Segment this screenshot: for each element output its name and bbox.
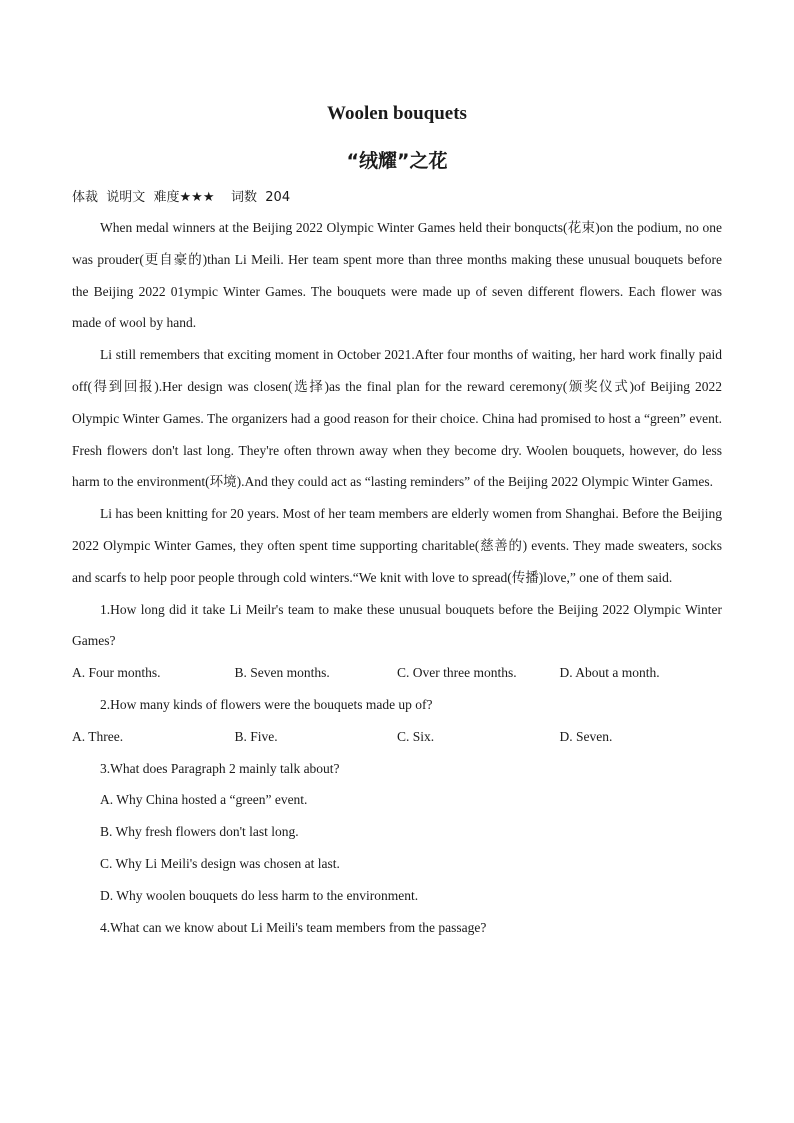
- paragraph-3: Li has been knitting for 20 years. Most of her team members are elderly women from Shanghai. Before the Beijing 2022 Olympic Winter Games, they often spent time supporting charitable(慈善的) events. They made sweaters, socks and scarfs to help poor people through cold winters.“We knit with love to spread(传播)love,” one of them said.: [72, 506, 722, 585]
- question-4: [72, 912, 722, 944]
- question-3: [72, 753, 722, 912]
- option-c[interactable]: C. Six.: [397, 728, 435, 744]
- option-a[interactable]: A. Three.: [72, 728, 124, 744]
- option-b[interactable]: B. Five.: [234, 728, 278, 744]
- option-c[interactable]: C. Why Li Meili's design was chosen at last.: [100, 855, 340, 871]
- title-english: Woolen bouquets: [327, 103, 467, 124]
- title-chinese: “绒耀”之花: [346, 150, 448, 172]
- question-stem: 1.How long did it take Li Meilr's team to make these unusual bouquets before the Beijing 2022 Olympic Winter Games?: [72, 601, 722, 649]
- paragraph-1: When medal winners at the Beijing 2022 Olympic Winter Games held their bonqucts(花束)on the podium, no one was prouder(更自豪的)than Li Meili. Her team spent more than three months making these unusual bouquets before the Beijing 2022 01ympic Winter Games. The bouquets were made up of seven different flowers. Each flower was made of wool by hand.: [72, 220, 722, 331]
- option-b[interactable]: B. Seven months.: [234, 665, 330, 681]
- question-stem: 3.What does Paragraph 2 mainly talk about?: [100, 760, 340, 776]
- option-a[interactable]: A. Four months.: [72, 665, 161, 681]
- question-stem: 4.What can we know about Li Meili's team members from the passage?: [100, 919, 487, 935]
- question-2: [72, 689, 722, 753]
- option-b[interactable]: B. Why fresh flowers don't last long.: [100, 824, 299, 840]
- paragraph-2: Li still remembers that exciting moment in October 2021.After four months of waiting, her hard work finally paid off(得到回报).Her design was closen(选择)as the final plan for the reward ceremony(颁奖仪式)of Beijing 2022 Olympic Winter Games. The organizers had a good reason for their choice. China had promised to host a “green” event. Fresh flowers don't last long. They're often thrown away when they become dry. Woolen bouquets, however, do less harm to the environment(环境).And they could act as “lasting reminders” of the Beijing 2022 Olympic Winter Games.: [72, 347, 722, 490]
- option-d[interactable]: D. Seven.: [559, 728, 613, 744]
- question-stem: 2.How many kinds of flowers were the bouquets made up of?: [100, 696, 433, 712]
- option-c[interactable]: C. Over three months.: [397, 665, 517, 681]
- option-a[interactable]: A. Why China hosted a “green” event.: [100, 792, 308, 808]
- question-1: [72, 594, 722, 689]
- option-d[interactable]: D. Why woolen bouquets do less harm to the environment.: [100, 887, 419, 903]
- meta-info-line: 体裁 说明文 难度★★★ 词数 204: [72, 190, 291, 205]
- passage-body: [72, 212, 722, 943]
- option-d[interactable]: D. About a month.: [559, 665, 660, 681]
- options-row: [72, 721, 722, 753]
- options-row: [72, 657, 722, 689]
